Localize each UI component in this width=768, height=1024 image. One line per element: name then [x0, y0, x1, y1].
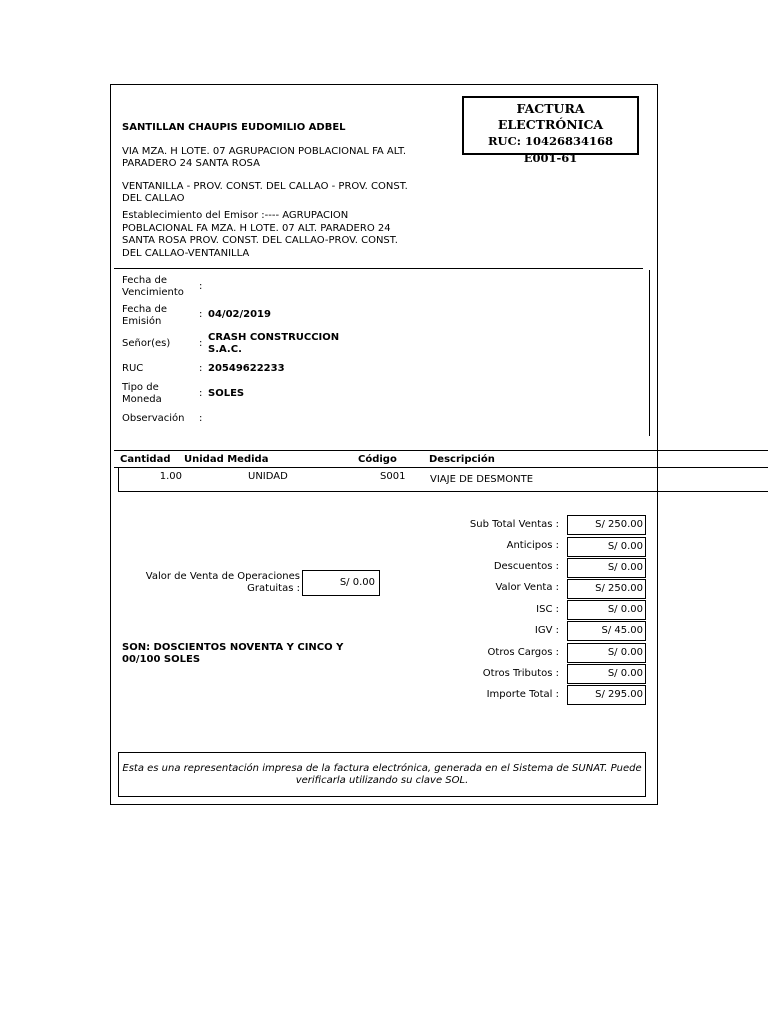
senor-value-line2: S.A.C. — [208, 344, 242, 355]
emision-label — [122, 304, 167, 328]
amount-in-words-line1: SON: DOSCIENTOS NOVENTA Y CINCO Y — [122, 642, 344, 653]
moneda-label-line1: Tipo de — [122, 382, 159, 393]
total-label-importe-total: Importe Total : — [486, 689, 559, 700]
moneda-label-line2: Moneda — [122, 394, 162, 405]
total-label-otros-cargos: Otros Cargos : — [487, 647, 559, 658]
issuer-establishment — [122, 210, 398, 260]
footer-note-line1: Esta es una representación impresa de la factura electrónica, generada en el Sistema de SUNAT. Puede — [122, 763, 642, 774]
emision-colon: : — [199, 309, 203, 320]
issuer-address-1-line1: VIA MZA. H LOTE. 07 AGRUPACION POBLACIONAL FA ALT. — [122, 146, 407, 157]
gratuitas-value-box — [302, 570, 380, 596]
establishment-line1: Establecimiento del Emisor :---- AGRUPACION — [122, 210, 349, 221]
cell-unidad: UNIDAD — [248, 471, 288, 482]
issuer-name: SANTILLAN CHAUPIS EUDOMILIO ADBEL — [122, 122, 346, 133]
footer-note-line2: verificarla utilizando su clave SOL. — [295, 775, 469, 786]
establishment-line2: POBLACIONAL FA MZA. H LOTE. 07 ALT. PARADERO 24 — [122, 222, 391, 234]
total-label-valor-venta: Valor Venta : — [495, 582, 559, 593]
table-row — [118, 468, 658, 490]
fields-right-rule — [649, 270, 650, 436]
issuer-address-1-line2: PARADERO 24 SANTA ROSA — [122, 158, 260, 169]
vencimiento-colon: : — [199, 281, 203, 292]
document-type-box — [462, 96, 639, 165]
col-header-unidad: Unidad Medida — [184, 454, 269, 465]
cell-descripcion: VIAJE DE DESMONTE — [430, 474, 534, 485]
total-value-subtotal: S/ 250.00 — [567, 515, 646, 535]
total-value-isc: S/ 0.00 — [567, 600, 646, 620]
gratuitas-label-line2: Gratuitas : — [247, 583, 300, 594]
ruc-value: 20549622233 — [208, 363, 285, 374]
amount-in-words — [122, 642, 343, 666]
header-separator — [114, 268, 643, 269]
senor-colon: : — [199, 338, 203, 349]
gratuitas-value: S/ 0.00 — [339, 577, 375, 588]
ruc-colon: : — [199, 363, 203, 374]
table-bottom-rule — [118, 491, 768, 492]
total-label-descuentos: Descuentos : — [493, 561, 559, 572]
footer-note-box — [118, 752, 646, 797]
total-value-valor-venta: S/ 250.00 — [567, 579, 646, 599]
total-label-anticipos: Anticipos : — [506, 540, 559, 551]
cell-codigo: S001 — [380, 471, 406, 482]
establishment-line3: SANTA ROSA PROV. CONST. DEL CALLAO-PROV. CONST. — [122, 235, 398, 246]
table-top-rule — [114, 450, 768, 451]
total-label-igv: IGV : — [534, 625, 559, 636]
total-value-otros-tributos: S/ 0.00 — [567, 664, 646, 684]
document-number: E001-61 — [523, 151, 578, 165]
cell-cantidad: 1.00 — [159, 471, 182, 482]
observacion-colon: : — [199, 413, 203, 424]
total-value-descuentos: S/ 0.00 — [567, 558, 646, 578]
col-header-descripcion: Descripción — [429, 454, 495, 465]
total-value-anticipos: S/ 0.00 — [567, 537, 646, 557]
gratuitas-label-line1: Valor de Venta de Operaciones — [145, 571, 300, 582]
vencimiento-label — [122, 275, 184, 299]
senor-value-line1: CRASH CONSTRUCCION — [208, 332, 340, 343]
ruc-label: RUC — [122, 363, 144, 374]
col-header-cantidad: Cantidad — [120, 454, 171, 465]
emision-label-line2: Emisión — [122, 316, 162, 327]
moneda-colon: : — [199, 388, 203, 399]
gratuitas-label — [132, 571, 300, 595]
document-title: FACTURA ELECTRÓNICA — [497, 101, 604, 132]
total-label-isc: ISC : — [536, 604, 559, 615]
vencimiento-label-line1: Fecha de — [122, 275, 167, 286]
vencimiento-label-line2: Vencimiento — [122, 287, 184, 298]
total-label-subtotal: Sub Total Ventas : — [469, 519, 559, 530]
senor-value — [208, 332, 339, 356]
total-value-igv: S/ 45.00 — [567, 621, 646, 641]
total-value-importe-total: S/ 295.00 — [567, 685, 646, 705]
issuer-address-2-line1: VENTANILLA - PROV. CONST. DEL CALLAO - PROV. CONST. — [122, 181, 408, 192]
establishment-line4: DEL CALLAO-VENTANILLA — [122, 247, 250, 259]
moneda-label — [122, 382, 162, 406]
issuer-address-2 — [122, 181, 408, 205]
emision-label-line1: Fecha de — [122, 304, 167, 315]
moneda-value: SOLES — [208, 388, 245, 399]
senor-label: Señor(es) — [122, 338, 171, 349]
issuer-address-1 — [122, 146, 406, 170]
col-header-codigo: Código — [358, 454, 397, 465]
total-label-otros-tributos: Otros Tributos : — [482, 668, 559, 679]
issuer-address-2-line2: DEL CALLAO — [122, 193, 185, 204]
document-ruc: RUC: 10426834168 — [487, 134, 613, 148]
total-value-otros-cargos: S/ 0.00 — [567, 643, 646, 663]
amount-in-words-line2: 00/100 SOLES — [122, 654, 201, 665]
emision-value: 04/02/2019 — [208, 309, 271, 320]
observacion-label: Observación — [122, 413, 185, 424]
